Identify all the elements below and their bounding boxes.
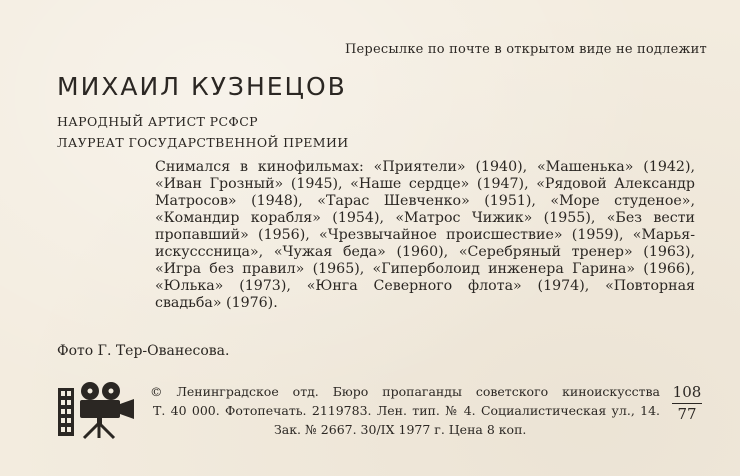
fraction-bar xyxy=(672,403,702,404)
card-index-numerator: 108 xyxy=(672,383,702,401)
actor-title-state-prize: ЛАУРЕАТ ГОСУДАРСТВЕННОЙ ПРЕМИИ xyxy=(57,135,349,150)
publisher-imprint xyxy=(150,382,660,439)
card-index-denominator: 77 xyxy=(677,405,697,423)
imprint-line-publisher: © Ленинградское отд. Бюро пропаганды советского киноискусства xyxy=(150,384,660,399)
imprint-line-print-run: Т. 40 000. Фотопечать. 2119783. Лен. тип. № 4. Социалистическая ул., 14. xyxy=(153,403,660,418)
filmography-line: «Юлька» (1973), «Юнга Северного флота» (1974), «Повторная xyxy=(155,278,695,294)
actor-name: МИХАИЛ КУЗНЕЦОВ xyxy=(57,72,347,101)
filmography-line: «Иван Грозный» (1945), «Наше сердце» (1947), «Рядовой Александр xyxy=(155,176,695,192)
filmography-text xyxy=(155,159,695,312)
filmography-line: свадьба» (1976). xyxy=(155,295,278,311)
mailing-notice: Пересылке по почте в открытом виде не подлежит xyxy=(345,42,707,57)
film-camera-icon xyxy=(56,380,146,440)
filmography-line: пропавший» (1956), «Чрезвычайное происшествие» (1959), «Марья- xyxy=(155,227,695,243)
actor-title-people-artist: НАРОДНЫЙ АРТИСТ РСФСР xyxy=(57,114,258,129)
filmography-line: «Игра без правил» (1965), «Гиперболоид инженера Гарина» (1966), xyxy=(155,261,695,277)
filmography-line: Матросов» (1948), «Тарас Шевченко» (1951), «Море студеное», xyxy=(155,193,695,209)
imprint-line-order-price: Зак. № 2667. 30/IX 1977 г. Цена 8 коп. xyxy=(274,422,527,437)
filmography-line: Снимался в кинофильмах: «Приятели» (1940), «Машенька» (1942), xyxy=(155,159,695,175)
card-index-fraction xyxy=(672,383,702,424)
filmography-line: искусссница», «Чужая беда» (1960), «Серебряный тренер» (1963), xyxy=(155,244,695,260)
photo-credit: Фото Г. Тер-Ованесова. xyxy=(57,343,230,359)
filmography-line: «Командир корабля» (1954), «Матрос Чижик» (1955), «Без вести xyxy=(155,210,695,226)
